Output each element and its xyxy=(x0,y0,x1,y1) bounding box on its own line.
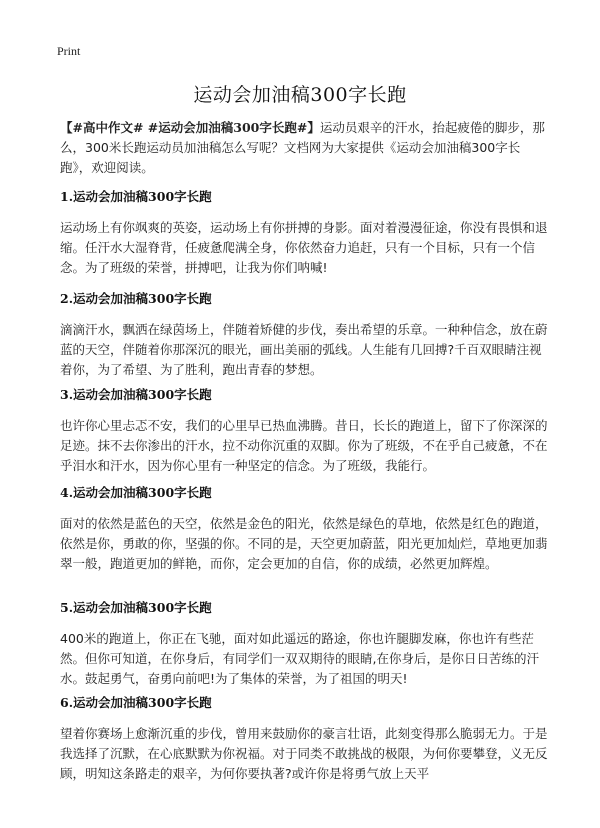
section-6 xyxy=(60,694,550,784)
section-body: 也许你心里忐忑不安，我们的心里早已热血沸腾。昔日，长长的跑道上，留下了你深深的足迹。抹不去你渗出的汗水，拉不动你沉重的双脚。你为了班级，不在乎自己疲惫，不在乎泪水和汗水，因为你心里有一种坚定的信念。为了班级，我能行。 xyxy=(60,418,548,473)
section-heading: 5.运动会加油稿300字长跑 xyxy=(60,600,212,615)
section-body: 望着你赛场上愈渐沉重的步伐，曾用来鼓励你的豪言壮语，此刻变得那么脆弱无力。于是我选择了沉默，在心底默默为你祝福。对于同类不敢挑战的极限，为何你要攀登，义无反顾，明知这条路走的艰辛，为何你要执著?或许你是将勇气放上天平 xyxy=(60,726,548,781)
intro-tags: 【#高中作文# #运动会加油稿300字长跑#】 xyxy=(60,120,320,135)
section-heading: 1.运动会加油稿300字长跑 xyxy=(60,189,212,204)
section-5 xyxy=(60,599,550,689)
section-body: 运动场上有你飒爽的英姿，运动场上有你拼搏的身影。面对着漫漫征途，你没有畏惧和退缩。任汗水大湿脊背，任疲惫爬满全身，你依然奋力追赶，只有一个目标，只有一个信念。为了班级的荣誉，拼搏吧，让我为你们呐喊! xyxy=(60,220,548,275)
document-title: 运动会加油稿300字长跑 xyxy=(193,84,407,106)
section-heading: 6.运动会加油稿300字长跑 xyxy=(60,695,212,710)
section-heading: 2.运动会加油稿300字长跑 xyxy=(60,291,212,306)
section-heading: 3.运动会加油稿300字长跑 xyxy=(60,387,212,402)
section-4 xyxy=(60,484,550,574)
section-heading: 4.运动会加油稿300字长跑 xyxy=(60,485,212,500)
section-body: 滴滴汗水，飘洒在绿茵场上，伴随着矫健的步伐，奏出希望的乐章。一种种信念，放在蔚蓝的天空，伴随着你那深沉的眼光，画出美丽的弧线。人生能有几回搏?千百双眼睛注视着你，为了希望、为了胜利，跑出青春的梦想。 xyxy=(60,322,548,377)
intro-text: 运动员艰辛的汗水，抬起疲倦的脚步，那么，300米长跑运动员加油稿怎么写呢？文档网为大家提供《运动会加油稿300字长跑》，欢迎阅读。 xyxy=(60,120,545,175)
section-body: 400米的跑道上，你正在飞驰，面对如此遥远的路途，你也许腿脚发麻，你也许有些茫然。但你可知道，在你身后，有同学们一双双期待的眼睛,在你身后，是你日日苦练的汗水。鼓起勇气，奋勇向前吧!为了集体的荣誉，为了祖国的明天! xyxy=(60,631,539,686)
print-label: Print xyxy=(57,44,81,58)
section-body: 面对的依然是蓝色的天空，依然是金色的阳光，依然是绿色的草地，依然是红色的跑道，依然是你，勇敢的你，坚强的你。不同的是，天空更加蔚蓝，阳光更加灿烂，草地更加翡翠一般，跑道更加的鲜艳，而你，定会更加的自信，你的成绩，必然更加辉煌。 xyxy=(60,516,548,571)
intro-paragraph xyxy=(60,118,550,178)
section-3 xyxy=(60,386,550,476)
section-1 xyxy=(60,188,550,278)
section-2 xyxy=(60,290,550,380)
